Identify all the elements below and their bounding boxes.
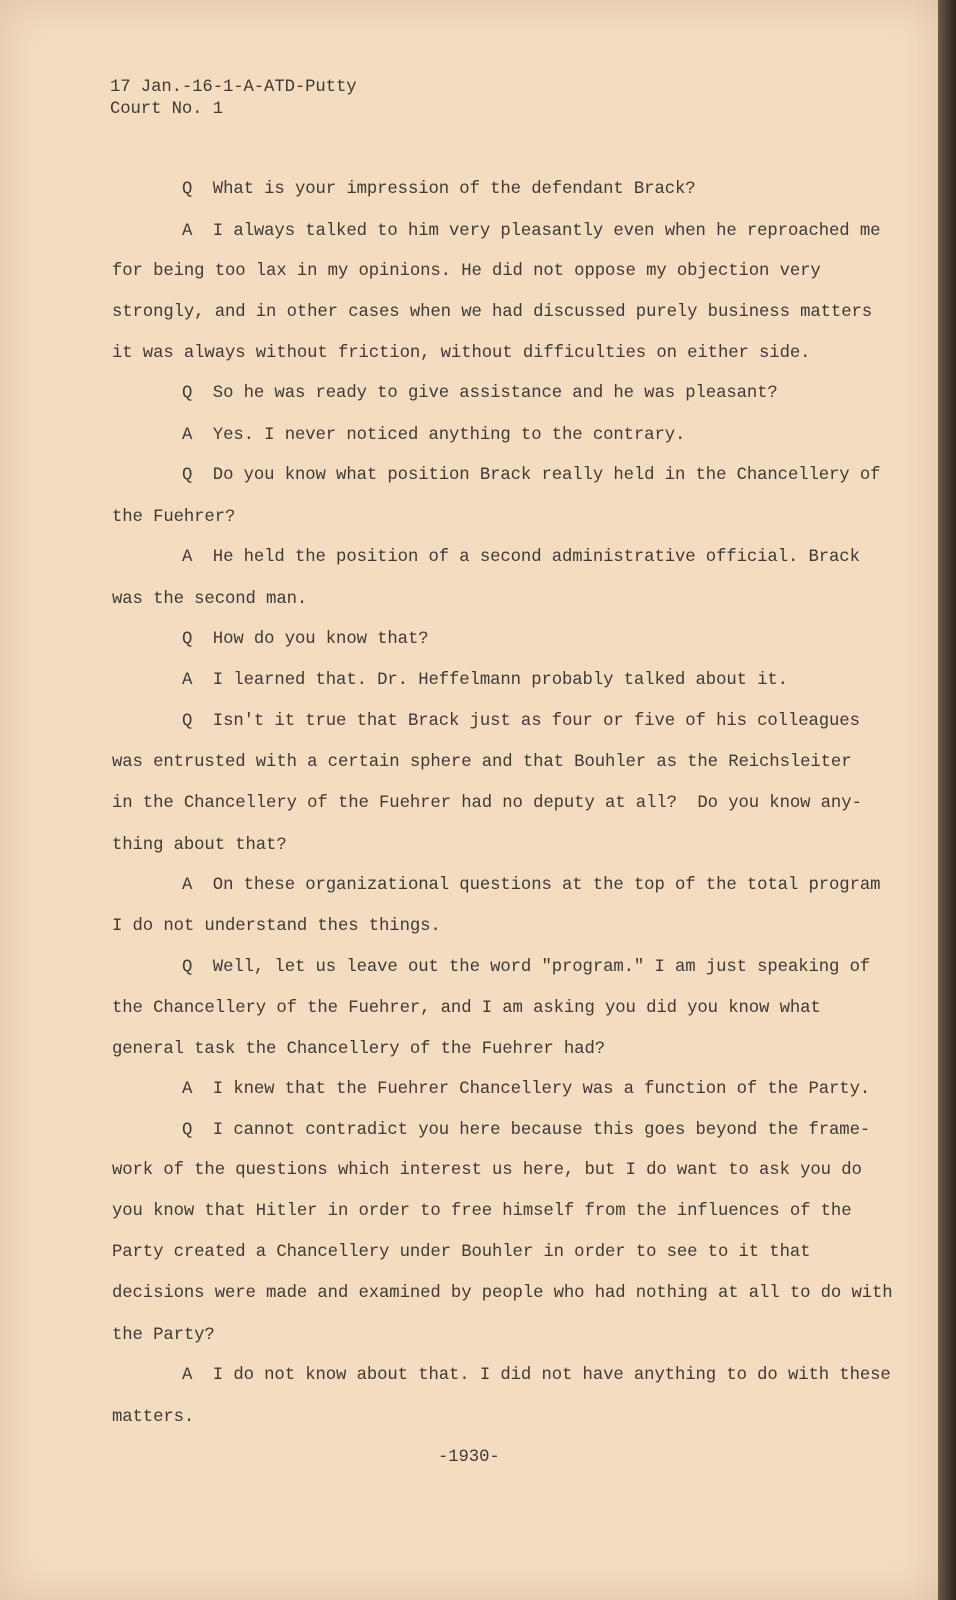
transcript-line: Party created a Chancellery under Bouhler in order to see to it that <box>112 1243 811 1262</box>
transcript-line: matters. <box>112 1408 195 1427</box>
transcript-line: it was always without friction, without difficulties on either side. <box>112 344 811 363</box>
transcript-line: I do not understand thes things. <box>112 917 441 936</box>
transcript-line: Q Isn't it true that Brack just as four or five of his colleagues <box>182 712 860 731</box>
transcript-line: general task the Chancellery of the Fuehrer had? <box>112 1040 605 1059</box>
header-case-reference: 17 Jan.-16-1-A-ATD-Putty <box>110 78 357 97</box>
transcript-line: decisions were made and examined by people who had nothing at all to do with <box>112 1284 893 1303</box>
transcript-line: A I do not know about that. I did not have anything to do with these <box>182 1366 891 1385</box>
transcript-line: was entrusted with a certain sphere and that Bouhler as the Reichsleiter <box>112 753 852 772</box>
page-number: -1930- <box>438 1448 500 1467</box>
transcript-line: work of the questions which interest us here, but I do want to ask you do <box>112 1161 862 1180</box>
transcript-line: for being too lax in my opinions. He did not oppose my objection very <box>112 262 821 281</box>
transcript-line: thing about that? <box>112 836 287 855</box>
transcript-line: Q Do you know what position Brack really held in the Chancellery of <box>182 466 881 485</box>
transcript-line: in the Chancellery of the Fuehrer had no deputy at all? Do you know any- <box>112 794 862 813</box>
transcript-line: was the second man. <box>112 590 308 609</box>
page-edge-shadow <box>938 0 956 1600</box>
transcript-line: A I always talked to him very pleasantly even when he reproached me <box>182 222 881 241</box>
transcript-line: Q What is your impression of the defendant Brack? <box>182 180 696 199</box>
transcript-line: A Yes. I never noticed anything to the contrary. <box>182 426 686 445</box>
transcript-line: A He held the position of a second administrative official. Brack <box>182 548 860 567</box>
transcript-line: A On these organizational questions at the top of the total program <box>182 876 881 895</box>
transcript-line: A I knew that the Fuehrer Chancellery was a function of the Party. <box>182 1080 871 1099</box>
header-court-number: Court No. 1 <box>110 100 223 119</box>
transcript-line: A I learned that. Dr. Heffelmann probably talked about it. <box>182 671 788 690</box>
transcript-line: strongly, and in other cases when we had discussed purely business matters <box>112 303 873 322</box>
transcript-line: the Fuehrer? <box>112 508 236 527</box>
transcript-line: Q I cannot contradict you here because this goes beyond the frame- <box>182 1121 871 1140</box>
transcript-line: the Chancellery of the Fuehrer, and I am asking you did you know what <box>112 999 821 1018</box>
transcript-line: the Party? <box>112 1326 215 1345</box>
transcript-line: Q Well, let us leave out the word "program." I am just speaking of <box>182 958 871 977</box>
transcript-line: Q So he was ready to give assistance and he was pleasant? <box>182 384 778 403</box>
transcript-line: Q How do you know that? <box>182 630 429 649</box>
transcript-line: you know that Hitler in order to free himself from the influences of the <box>112 1202 852 1221</box>
